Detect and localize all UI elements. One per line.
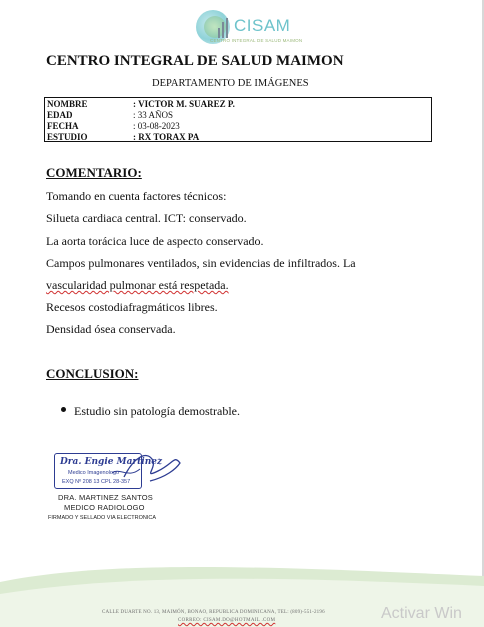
comentario-line: Tomando en cuenta factores técnicos: xyxy=(46,189,227,203)
department: DEPARTAMENTO DE IMÁGENES xyxy=(152,78,309,89)
comentario-line: Silueta cardiaca central. ICT: conservado. xyxy=(46,211,247,225)
stamp-name: Dra. Engie Martinez xyxy=(60,457,163,467)
label-nombre: NOMBRE xyxy=(47,99,88,109)
logo-subtitle: CENTRO INTEGRAL DE SALUD MAIMON xyxy=(210,38,303,43)
footer-email: CORREO: CISAM.DO@HOTMAIL .COM xyxy=(178,618,276,623)
stamp-role: Medico Imagenologo xyxy=(68,470,120,476)
value-estudio: : RX TORAX PA xyxy=(133,132,200,142)
value-fecha: : 03-08-2023 xyxy=(133,121,180,131)
signed-note: FIRMADO Y SELLADO VIA ELECTRONICA xyxy=(48,515,156,521)
logo-bars-icon xyxy=(218,18,232,38)
value-edad: : 33 AÑOS xyxy=(133,110,174,120)
conclusion-heading: CONCLUSION: xyxy=(46,366,139,381)
comentario-line: vascularidad pulmonar está respetada. xyxy=(46,278,229,292)
comentario-line: Densidad ósea conservada. xyxy=(46,322,176,336)
comentario-line: Recesos costodiafragmáticos libres. xyxy=(46,300,218,314)
comentario-line: La aorta torácica luce de aspecto conservado. xyxy=(46,234,264,248)
doctor-role: MEDICO RADIOLOGO xyxy=(64,503,145,512)
label-edad: EDAD xyxy=(47,110,73,120)
page-title: CENTRO INTEGRAL DE SALUD MAIMON xyxy=(46,53,344,69)
bullet-icon xyxy=(61,407,66,412)
conclusion-item: Estudio sin patología demostrable. xyxy=(74,404,240,418)
logo-text: CISAM xyxy=(234,16,291,35)
doctor-name: DRA. MARTINEZ SANTOS xyxy=(58,493,153,502)
stamp-exq: EXQ Nº 208 13 CPL 28-357 xyxy=(62,479,131,485)
cisam-logo xyxy=(192,6,303,50)
label-estudio: ESTUDIO xyxy=(47,132,88,142)
signature-stamp xyxy=(54,449,184,491)
activate-windows-watermark: Activar Win xyxy=(381,605,462,622)
comentario-line: Campos pulmonares ventilados, sin evidencias de infiltrados. La xyxy=(46,256,356,270)
label-fecha: FECHA xyxy=(47,121,79,131)
comentario-heading: COMENTARIO: xyxy=(46,165,142,180)
value-nombre: : VICTOR M. SUAREZ P. xyxy=(133,99,235,109)
patient-info-box xyxy=(44,97,432,142)
footer-address: CALLE DUARTE NO. 13, MAIMÓN, BONAO, REPUBLICA DOMINICANA, TEL: (809)-551-2196 xyxy=(102,610,325,615)
handwritten-signature-icon xyxy=(54,449,184,491)
